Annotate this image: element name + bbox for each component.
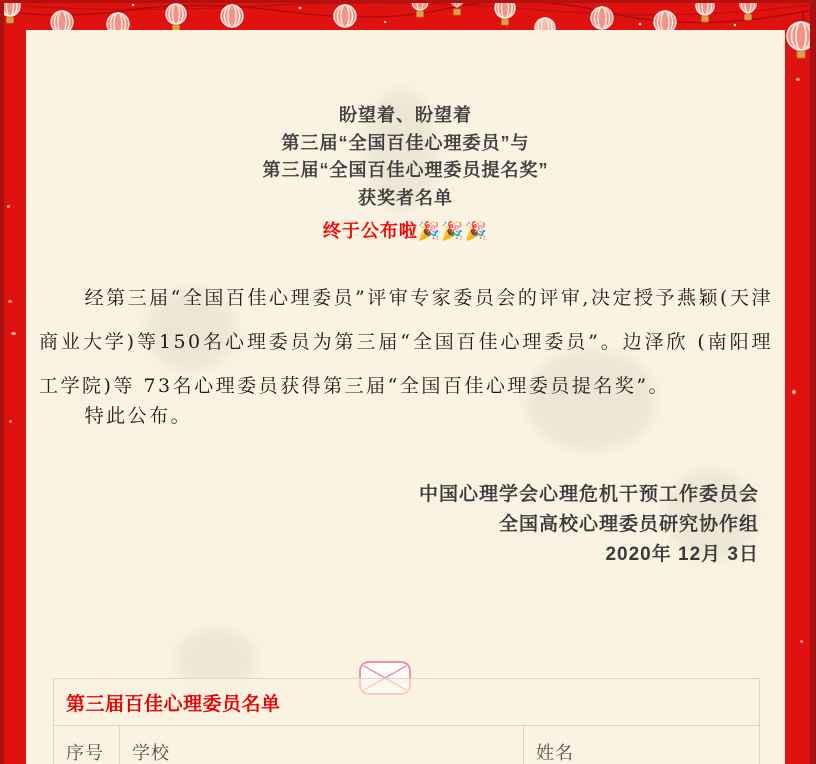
lantern-string-icon: [0, 0, 816, 30]
table-title: 第三届百佳心理委员名单: [66, 694, 281, 715]
table-header-row: [54, 726, 759, 764]
column-header-name: 姓名: [536, 743, 574, 763]
paper-content: [26, 30, 785, 764]
column-header-school: 学校: [120, 726, 524, 764]
winners-table: [53, 678, 760, 764]
signature-block: [26, 480, 759, 570]
signature-line: 2020年 12月 3日: [605, 544, 759, 565]
confetti-speck: [9, 420, 12, 423]
title-line: 盼望着、盼望着: [339, 105, 472, 125]
headline-block: [26, 102, 785, 246]
confetti-speck: [11, 332, 16, 335]
lantern-banner: [0, 0, 816, 30]
signature-line: 中国心理学会心理危机干预工作委员会: [418, 484, 759, 505]
closing-line: 特此公布。: [84, 405, 193, 427]
lantern-icon: [785, 12, 816, 72]
signature-line: 全国高校心理委员研究协作组: [498, 514, 759, 535]
title-line: 获奖者名单: [358, 187, 453, 208]
title-line: 第三届“全国百佳心理委员”与: [281, 132, 530, 153]
confetti-speck: [796, 78, 800, 81]
column-header-index: 序号: [54, 726, 120, 764]
confetti-speck: [800, 640, 803, 643]
confetti-speck: [7, 205, 10, 208]
confetti-speck: [8, 300, 12, 303]
table-title-row: [54, 679, 759, 726]
title-line: 第三届“全国百佳心理委员提名奖”: [262, 160, 549, 180]
highlight-line: 终于公布啦🎉🎉🎉: [322, 221, 489, 241]
announcement-paragraph: 经第三届“全国百佳心理委员”评审专家委员会的评审,决定授予燕颖(天津商业大学)等150名心理委员为第三届“全国百佳心理委员”。边泽欣 (南阳理工学院)等 73名心理委员获得第三届“全国百佳心理委员提名奖”。: [39, 287, 773, 397]
confetti-speck: [792, 390, 796, 394]
